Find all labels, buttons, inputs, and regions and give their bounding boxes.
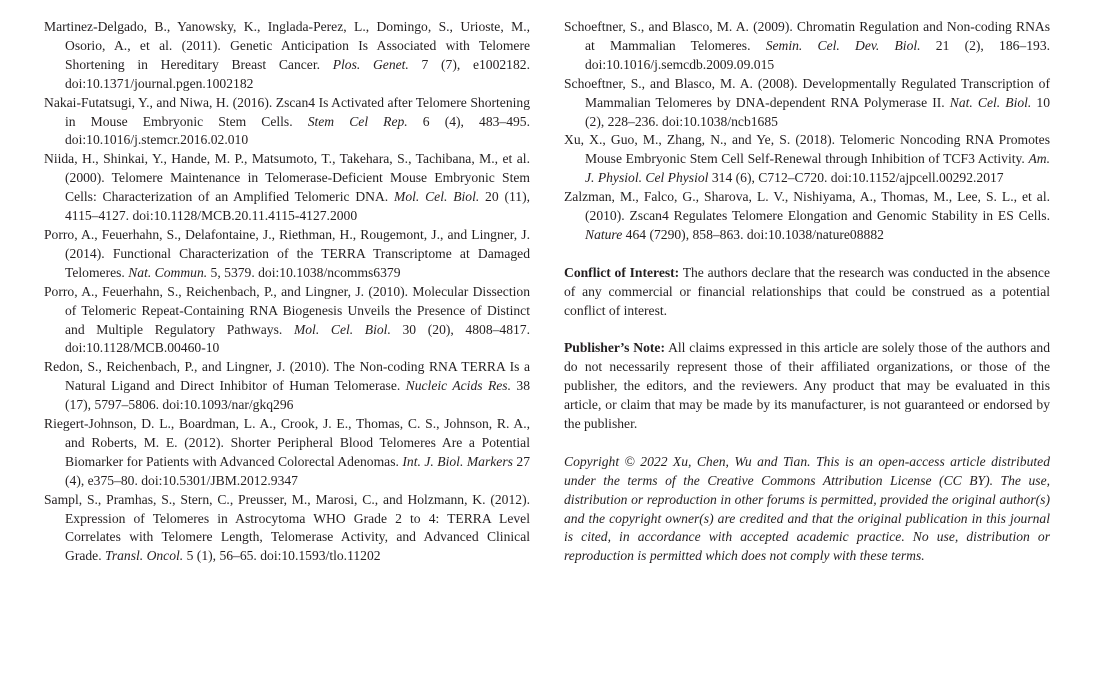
reference-journal: Int. J. Biol. Markers <box>402 453 513 469</box>
reference-text: 20 (11), 4115–4127. doi:10.1128/MCB.20.11.4115-4127.2000 <box>65 189 531 224</box>
reference-text: 5, 5379. doi:10.1038/ncomms6379 <box>207 264 401 280</box>
reference-journal: Plos. Genet. <box>332 56 409 72</box>
reference-entry <box>44 491 530 567</box>
reference-entry <box>44 415 530 491</box>
reference-entry <box>44 226 530 283</box>
reference-text: 7 (7), e1002182. doi:10.1371/journal.pgen.1002182 <box>65 56 530 91</box>
reference-entry <box>564 188 1050 245</box>
reference-text: 464 (7290), 858–863. doi:10.1038/nature08882 <box>622 226 884 242</box>
reference-text: 6 (4), 483–495. doi:10.1016/j.stemcr.2016.02.010 <box>65 113 530 148</box>
reference-text: Schoeftner, S., and Blasco, M. A. (2008). Developmentally Regulated Transcription of Mammalian Telomeres by DNA-dependent RNA Polymerase II. <box>564 75 1050 110</box>
reference-entry <box>44 358 530 415</box>
reference-text: 21 (2), 186–193. doi:10.1016/j.semcdb.2009.09.015 <box>585 37 1051 72</box>
reference-text: Riegert-Johnson, D. L., Boardman, L. A., Crook, J. E., Thomas, C. S., Johnson, R. A., and Roberts, M. E. (2012). Shorter Peripheral Blood Telomeres Are a Potential Biomarker for Patients with Advanced Colorectal Adenomas. <box>44 416 530 469</box>
reference-text: Xu, X., Guo, M., Zhang, N., and Ye, S. (2018). Telomeric Noncoding RNA Promotes Mouse Embryonic Stem Cell Self-Renewal through Inhibition of TCF3 Activity. <box>564 132 1050 167</box>
reference-text: 10 (2), 228–236. doi:10.1038/ncb1685 <box>585 94 1051 129</box>
conflict-of-interest-text: The authors declare that the research was conducted in the absence of any commercial or financial relationships that could be construed as a potential conflict of interest. <box>564 264 1050 318</box>
reference-entry <box>564 131 1050 188</box>
reference-journal: Stem Cel Rep. <box>307 113 408 129</box>
reference-text: Niida, H., Shinkai, Y., Hande, M. P., Matsumoto, T., Takehara, S., Tachibana, M., et al. (2000). Telomere Maintenance in Telomerase-Deficient Mouse Embryonic Stem Cells: Characterization of an Amplified Telomeric DNA. <box>44 151 530 205</box>
reference-entry <box>44 150 530 226</box>
publishers-note <box>564 339 1050 434</box>
conflict-of-interest-statement <box>564 264 1050 321</box>
reference-text: Redon, S., Reichenbach, P., and Lingner, J. (2010). The Non-coding RNA TERRA Is a Natural Ligand and Direct Inhibitor of Human Telomerase. <box>44 359 530 394</box>
reference-text: Schoeftner, S., and Blasco, M. A. (2009). Chromatin Regulation and Non-coding RNAs at Mammalian Telomeres. <box>564 19 1050 53</box>
reference-text: Martinez-Delgado, B., Yanowsky, K., Inglada-Perez, L., Domingo, S., Urioste, M., Osorio, A., et al. (2011). Genetic Anticipation Is Associated with Telomere Shortening in Hereditary Breast Cancer. <box>44 19 530 72</box>
reference-list <box>564 18 1050 245</box>
reference-text: 30 (20), 4808–4817. doi:10.1128/MCB.00460-10 <box>65 321 531 356</box>
reference-list <box>44 18 530 566</box>
reference-text: Nakai-Futatsugi, Y., and Niwa, H. (2016). Zscan4 Is Activated after Telomere Shortening in Mouse Embryonic Stem Cells. <box>44 94 530 129</box>
reference-entry <box>44 94 530 151</box>
reference-text: Porro, A., Feuerhahn, S., Reichenbach, P., and Lingner, J. (2010). Molecular Dissection of Telomeric Repeat-Containing RNA Biogenesis Unveils the Presence of Distinct and Multiple Regulatory Pathways. <box>44 283 530 337</box>
reference-journal: Nature <box>585 226 623 242</box>
reference-entry <box>44 283 530 359</box>
reference-journal: Nat. Commun. <box>128 264 208 280</box>
reference-journal: Am. J. Physiol. Cel Physiol <box>585 151 1050 186</box>
reference-text: 5 (1), 56–65. doi:10.1593/tlo.11202 <box>183 548 381 564</box>
references-column-left <box>44 18 530 566</box>
reference-journal: Mol. Cel. Biol. <box>394 189 480 205</box>
references-column-right <box>564 18 1050 566</box>
reference-text: Porro, A., Feuerhahn, S., Delafontaine, J., Riethman, H., Rougemont, J., and Lingner, J. (2014). Functional Characterization of the TERRA Transcriptome at Damaged Telomeres. <box>44 226 530 280</box>
reference-text: 27 (4), e375–80. doi:10.5301/JBM.2012.9347 <box>65 453 530 488</box>
reference-entry <box>564 18 1050 75</box>
reference-text: Sampl, S., Pramhas, S., Stern, C., Preusser, M., Marosi, C., and Holzmann, K. (2012). Expression of Telomeres in Astrocytoma WHO Grade 2 to 4: TERRA Level Correlates with Telomere Length, Telomerase Activity, and Advanced Clinical Grade. <box>44 491 530 564</box>
reference-journal: Transl. Oncol. <box>105 548 184 564</box>
copyright-notice: Copyright © 2022 Xu, Chen, Wu and Tian. This is an open-access article distributed under the terms of the Creative Commons Attribution License (CC BY). The use, distribution or reproduction in other forums is permitted, provided the original author(s) and the copyright owner(s) are credited and that the original publication in this journal is cited, in accordance with accepted academic practice. No use, distribution or reproduction is permitted which does not comply with these terms. <box>564 453 1050 564</box>
reference-text: 314 (6), C712–C720. doi:10.1152/ajpcell.00292.2017 <box>708 170 1004 186</box>
reference-text: 38 (17), 5797–5806. doi:10.1093/nar/gkq296 <box>65 378 530 413</box>
reference-journal: Nat. Cel. Biol. <box>949 94 1032 110</box>
reference-entry <box>564 75 1050 132</box>
reference-journal: Mol. Cel. Biol. <box>293 321 391 337</box>
reference-text: Zalzman, M., Falco, G., Sharova, L. V., Nishiyama, A., Thomas, M., Lee, S. L., et al. (2010). Zscan4 Regulates Telomere Elongation and Genomic Stability in ES Cells. <box>564 189 1050 224</box>
reference-entry <box>44 18 530 94</box>
publishers-note-label: Publisher’s Note: <box>564 340 665 356</box>
reference-journal: Semin. Cel. Dev. Biol. <box>765 37 921 53</box>
conflict-of-interest-label: Conflict of Interest: <box>564 264 680 280</box>
publishers-note-text: All claims expressed in this article are solely those of the authors and do not necessarily represent those of their affiliated organizations, or those of the publisher, the editors, and the reviewers. Any product that may be evaluated in this article, or claim that may be made by its manufacturer, is not guaranteed or endorsed by the publisher. <box>564 340 1051 431</box>
reference-journal: Nucleic Acids Res. <box>405 378 511 394</box>
